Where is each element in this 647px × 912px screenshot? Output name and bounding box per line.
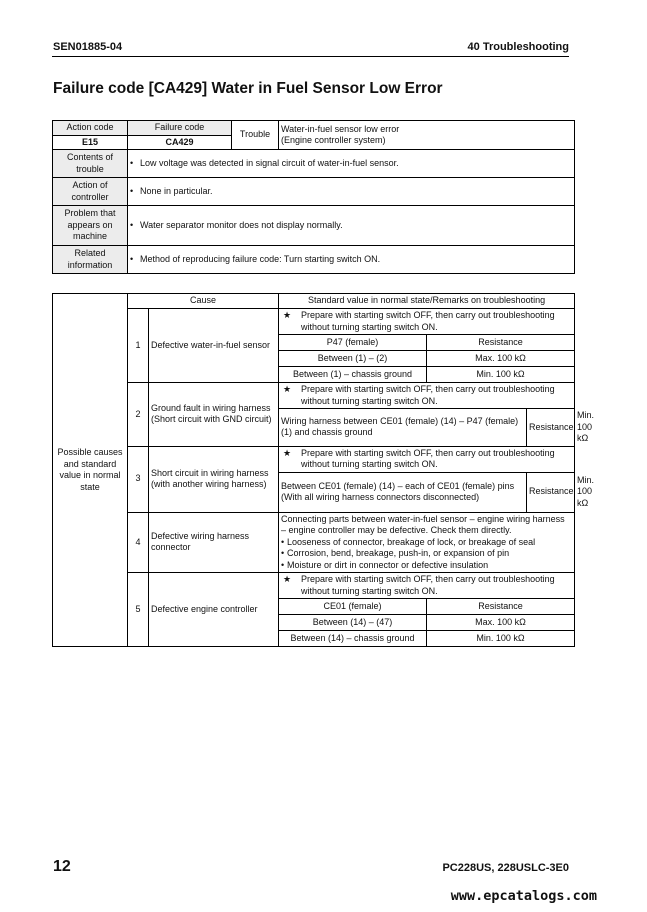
- contents-label: Contents of trouble: [53, 150, 128, 178]
- summary-table: [52, 120, 575, 274]
- trouble-description: [279, 121, 575, 150]
- cause-1-row2-a: Between (1) – chassis ground: [279, 367, 427, 383]
- cause-3-desc: Between CE01 (female) (14) – each of CE01 (female) pins (With all wiring harness connectors disconnected): [279, 472, 527, 512]
- cause-3-label: Resistance: [527, 472, 575, 512]
- star-icon: ★: [283, 310, 292, 320]
- cause-5-row2-b: Min. 100 kΩ: [427, 631, 575, 647]
- cause-3-number: 3: [128, 446, 149, 512]
- cause-4-name: Defective wiring harness connector: [149, 512, 279, 573]
- cause-1-col2: Resistance: [427, 335, 575, 351]
- cause-4-intro: Connecting parts between water-in-fuel sensor – engine wiring harness – engine controller may be defective. Check them directly.: [281, 513, 565, 535]
- problem-label: Problem that appears on machine: [53, 206, 128, 246]
- section-title: 40 Troubleshooting: [467, 41, 569, 53]
- page-title: Failure code [CA429] Water in Fuel Sensor Low Error: [53, 80, 443, 97]
- cause-4-bullet: • Looseness of connector, breakage of lock, or breakage of seal: [281, 536, 536, 547]
- cause-1-name: Defective water-in-fuel sensor: [149, 309, 279, 383]
- trouble-label: Trouble: [232, 121, 279, 150]
- failure-code-label: Failure code: [128, 121, 232, 136]
- failure-code: CA429: [128, 135, 232, 150]
- cause-1-number: 1: [128, 309, 149, 383]
- cause-5-prep: ★ Prepare with starting switch OFF, then carry out troubleshooting without turning starting switch ON.: [279, 573, 575, 599]
- action-code: E15: [53, 135, 128, 150]
- action-text: • None in particular.: [128, 178, 575, 206]
- cause-5-row1-b: Max. 100 kΩ: [427, 615, 575, 631]
- cause-1-col1: P47 (female): [279, 335, 427, 351]
- cause-5-col2: Resistance: [427, 599, 575, 615]
- trouble-line1: Water-in-fuel sensor low error: [281, 123, 400, 134]
- cause-2-prep: ★ Prepare with starting switch OFF, then carry out troubleshooting without turning starting switch ON.: [279, 383, 575, 409]
- star-icon: ★: [283, 574, 292, 584]
- trouble-line2: (Engine controller system): [281, 135, 386, 145]
- watermark[interactable]: www.epcatalogs.com: [450, 888, 597, 904]
- cause-4-bullet: • Corrosion, bend, breakage, push-in, or expansion of pin: [281, 548, 510, 558]
- causes-table: Possible causes and standard value in normal state Cause Standard value in normal state/Remarks on troubleshooting 1 Defective water-in-fuel sensor ★ Prepare with starting switch OFF, then carry out troubleshooting without turning starting switch ON. P47 (female) Resistance Between (1) – (2) Max. 100 kΩ Between (1) – chassis ground Min. 100 kΩ 2 Ground fault in wiring harness (Short circuit with GND circuit) ★ Prepare with starting switch OFF, then carry out troubleshooting without turning starting switch ON. Wiring harness between CE01 (female) (14) – P47 (female) (1) and chassis ground Resistance Min. 100 kΩ 3 Short circuit in wiring harness (with another wiring harness) ★ Prepare with starting switch OFF, then carry out troubleshooting without turning starting switch ON. Between CE01 (female) (14) – each of CE01 (female) pins (With all wiring harness connectors disconnected) Resistance Min. 100 kΩ 4 Defective wiring harness connector Connecting parts between water-in-fuel sensor – engine wiring harness – engine controller may be defective. Check them directly. • Looseness of connector, breakage of lock, or breakage of seal • Corrosion, bend, breakage, push-in, or expansion of pin • Moisture or dirt in connector or defective insulation 5 Defective engine controller ★ Prepare with starting switch OFF, then carry out troubleshooting without turning starting switch ON. CE01 (female) Resistance Between (14) – (47) Max. 100 kΩ Between (14) – chassis ground Min. 100 kΩ: [52, 293, 575, 647]
- cause-4-remarks: [279, 512, 575, 573]
- cause-3-prep: ★ Prepare with starting switch OFF, then carry out troubleshooting without turning starting switch ON.: [279, 446, 575, 472]
- cause-5-number: 5: [128, 573, 149, 647]
- related-text: • Method of reproducing failure code: Turn starting switch ON.: [128, 246, 575, 274]
- causes-side-label: Possible causes and standard value in normal state: [53, 294, 128, 647]
- cause-5-row2-a: Between (14) – chassis ground: [279, 631, 427, 647]
- page-number: 12: [53, 858, 71, 875]
- cause-header: Cause: [128, 294, 279, 309]
- cause-1-prep: ★ Prepare with starting switch OFF, then carry out troubleshooting without turning starting switch ON.: [279, 309, 575, 335]
- cause-1-row2-b: Min. 100 kΩ: [427, 367, 575, 383]
- cause-5-name: Defective engine controller: [149, 573, 279, 647]
- action-label: Action of controller: [53, 178, 128, 206]
- contents-text: • Low voltage was detected in signal circuit of water-in-fuel sensor.: [128, 150, 575, 178]
- cause-2-number: 2: [128, 383, 149, 447]
- cause-1-row1-a: Between (1) – (2): [279, 351, 427, 367]
- model-name: PC228US, 228USLC-3E0: [442, 862, 569, 874]
- related-label: Related information: [53, 246, 128, 274]
- doc-code: SEN01885-04: [53, 41, 123, 53]
- cause-5-row1-a: Between (14) – (47): [279, 615, 427, 631]
- cause-3-name: Short circuit in wiring harness (with another wiring harness): [149, 446, 279, 512]
- star-icon: ★: [283, 384, 292, 394]
- cause-4-number: 4: [128, 512, 149, 573]
- cause-2-label: Resistance: [527, 409, 575, 447]
- cause-1-row1-b: Max. 100 kΩ: [427, 351, 575, 367]
- header-rule: [52, 56, 569, 57]
- action-code-label: Action code: [53, 121, 128, 136]
- cause-4-bullet: • Moisture or dirt in connector or defective insulation: [281, 559, 489, 570]
- remarks-header: Standard value in normal state/Remarks on troubleshooting: [279, 294, 575, 309]
- cause-2-name: Ground fault in wiring harness (Short circuit with GND circuit): [149, 383, 279, 447]
- problem-text: • Water separator monitor does not display normally.: [128, 206, 575, 246]
- cause-2-desc: Wiring harness between CE01 (female) (14) – P47 (female) (1) and chassis ground: [279, 409, 527, 447]
- star-icon: ★: [283, 447, 292, 458]
- cause-5-col1: CE01 (female): [279, 599, 427, 615]
